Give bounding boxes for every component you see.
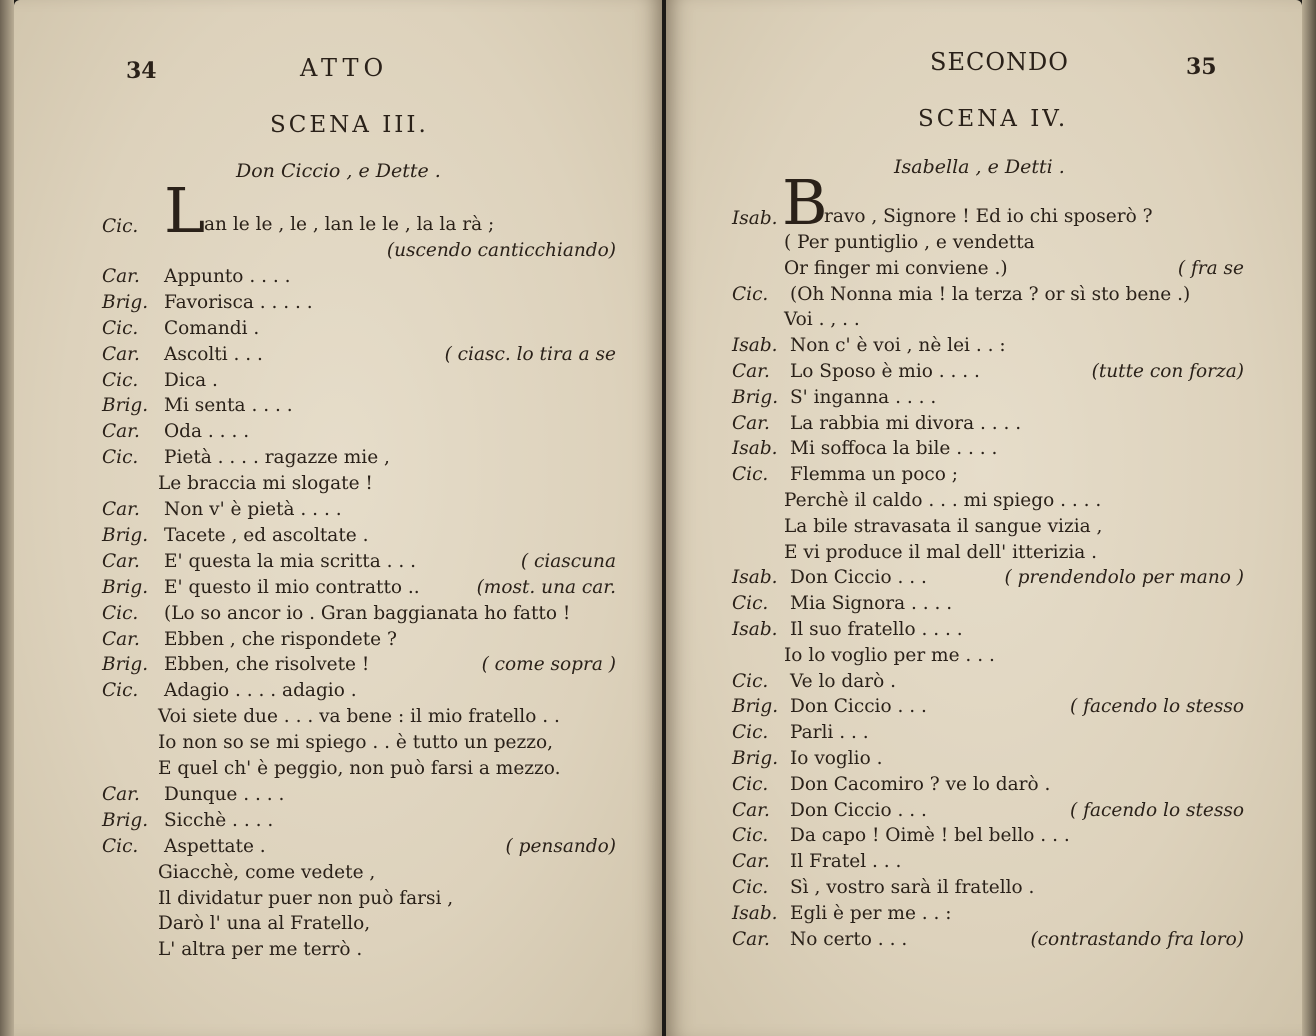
line-text: Mi soffoca la bile . . . . <box>790 438 998 460</box>
line-text: La bile stravasata il sangue vizia , <box>784 515 1103 537</box>
line-text: E' questa la mia scritta . . . <box>164 550 417 572</box>
dialogue-line <box>102 577 420 598</box>
line-text: Non v' è pietà . . . . <box>164 499 342 520</box>
dialogue-line <box>102 447 390 468</box>
dialogue-line <box>102 240 158 261</box>
dialogue-line <box>102 292 313 313</box>
dialogue-line <box>102 810 273 831</box>
speaker: Car. <box>732 412 770 434</box>
line-text: Favorisca . . . . . <box>164 291 313 313</box>
dialogue-line <box>102 862 375 883</box>
line-text: Io non so se mi spiego . . è tutto un pezzo, <box>158 732 554 754</box>
page-number-right: 35 <box>1186 54 1217 80</box>
line-text: Don Ciccio . . . <box>790 696 927 718</box>
line-text: Mia Signora . . . . <box>790 593 953 615</box>
dialogue-line <box>732 490 1101 511</box>
scene-title-right: SCENA IV. <box>918 106 1069 132</box>
speaker: Car. <box>102 421 140 443</box>
speaker: Cic. <box>732 773 769 795</box>
speaker: Cic. <box>102 447 139 469</box>
speaker: Isab. <box>732 208 778 229</box>
speaker: Brig. <box>732 386 779 408</box>
dialogue-line <box>102 654 369 675</box>
stage-direction: ( pensando) <box>505 835 616 857</box>
speaker: Car. <box>102 628 140 650</box>
right-page <box>666 0 1302 1036</box>
line-text: Don Ciccio . . . <box>790 567 927 589</box>
dialogue-line <box>732 567 927 588</box>
dialogue-line <box>732 361 980 382</box>
dialogue-line <box>732 748 883 769</box>
dialogue-line <box>102 758 560 779</box>
line-text: La rabbia mi divora . . . . <box>790 412 1022 434</box>
speaker: Car. <box>102 783 140 805</box>
speaker: Car. <box>732 851 770 873</box>
speaker: Car. <box>732 361 770 382</box>
dialogue-line <box>732 413 1021 434</box>
line-text: Giacchè, come vedete , <box>158 861 376 883</box>
line-text: Parli . . . <box>790 722 869 744</box>
left-page <box>14 0 662 1036</box>
line-text: Mi senta . . . . <box>164 395 293 417</box>
first-line-text-left: an le le , le , lan le le , la la rà ; <box>204 214 495 235</box>
line-text: Da capo ! Oimè ! bel bello . . . <box>790 825 1070 847</box>
dialogue-line <box>732 438 997 459</box>
speaker: Isab. <box>732 438 778 460</box>
dialogue-line <box>732 851 901 872</box>
dialogue-line <box>732 825 1070 846</box>
line-text: Don Cacomiro ? ve lo darò . <box>790 773 1051 795</box>
line-text: S' inganna . . . . <box>790 386 937 408</box>
speaker: Car. <box>732 799 770 821</box>
running-header-right: SECONDO <box>930 48 1069 76</box>
line-text: Adagio . . . . adagio . <box>164 680 357 702</box>
dialogue-line <box>102 344 263 365</box>
stage-direction: (contrastando fra loro) <box>1030 928 1244 950</box>
speaker: Cic. <box>102 216 139 237</box>
line-text: Non c' è voi , nè lei . . : <box>790 335 1006 357</box>
scene-characters-left: Don Ciccio , e Dette . <box>236 160 441 182</box>
dropcap-left: L <box>164 174 206 247</box>
dialogue-line <box>732 232 1035 253</box>
speaker: Isab. <box>732 902 778 924</box>
line-text: Il dividatur puer non può farsi , <box>158 887 454 909</box>
speaker: Car. <box>102 265 140 287</box>
speaker: Cic. <box>732 825 769 847</box>
dialogue-line <box>102 603 570 624</box>
dialogue-line <box>102 266 291 287</box>
line-text: Sicchè . . . . <box>164 809 274 831</box>
speaker: Cic. <box>732 722 769 744</box>
stage-direction: ( prendendolo per mano ) <box>1004 567 1244 589</box>
line-text: Ebben , che rispondete ? <box>164 628 397 650</box>
speaker: Cic. <box>102 835 139 857</box>
dialogue-line <box>732 696 927 717</box>
dialogue-line <box>102 706 560 727</box>
speaker: Isab. <box>732 567 778 589</box>
scene-title-left: SCENA III. <box>270 112 429 138</box>
speaker: Car. <box>102 343 140 365</box>
dialogue-line <box>732 258 1008 279</box>
dialogue-line <box>102 629 397 650</box>
dialogue-line <box>102 939 362 960</box>
dialogue-line <box>102 473 373 494</box>
line-text: E quel ch' è peggio, non può farsi a mezzo. <box>158 758 561 779</box>
speaker: Brig. <box>102 809 149 831</box>
speaker: Cic. <box>732 464 769 486</box>
line-text: Aspettate . <box>164 835 266 857</box>
dialogue-line <box>732 800 927 821</box>
line-text: Ascolti . . . <box>164 343 263 365</box>
dialogue-line <box>102 421 249 442</box>
dialogue-line <box>102 318 259 339</box>
speaker: Cic. <box>732 877 769 898</box>
speaker: Cic. <box>732 283 769 305</box>
speaker: Car. <box>102 550 140 572</box>
line-text: L' altra per me terrò . <box>158 939 363 961</box>
line-text: Io voglio . <box>790 748 883 769</box>
line-text: (Lo so ancor io . Gran baggianata ho fatto ! <box>164 602 571 624</box>
line-text: Dica . <box>164 369 218 391</box>
line-text: Lo Sposo è mio . . . . <box>790 361 980 382</box>
stage-direction: ( ciascuna <box>520 550 616 572</box>
line-text: Sì , vostro sarà il fratello . <box>790 877 1035 898</box>
book-edge-left <box>0 0 14 1036</box>
line-text: Il Fratel . . . <box>790 851 902 873</box>
line-text: Ebben, che risolvete ! <box>164 654 370 676</box>
line-text: Flemma un poco ; <box>790 464 958 486</box>
dialogue-line <box>102 370 218 391</box>
book-edge-right <box>1302 0 1316 1036</box>
speaker: Isab. <box>732 619 778 640</box>
dialogue-line <box>732 309 860 330</box>
stage-direction: ( fra se <box>1177 257 1244 279</box>
dialogue-line <box>732 387 936 408</box>
speaker: Isab. <box>732 335 778 357</box>
dialogue-line <box>102 551 416 572</box>
dialogue-line <box>732 619 963 640</box>
line-text: Le braccia mi slogate ! <box>158 473 373 495</box>
dialogue-line <box>102 732 553 753</box>
speaker: Brig. <box>732 748 779 769</box>
speaker: Car. <box>102 499 140 520</box>
first-line-left <box>102 216 154 237</box>
line-text: E vi produce il mal dell' itterizia . <box>784 541 1098 563</box>
line-text: E' questo il mio contratto .. <box>164 576 420 598</box>
speaker: Brig. <box>102 654 149 676</box>
speaker: Car. <box>732 928 770 950</box>
line-text: Perchè il caldo . . . mi spiego . . . . <box>784 490 1102 511</box>
speaker: Cic. <box>732 593 769 615</box>
dialogue-line <box>102 680 357 701</box>
stage-direction: ( ciasc. lo tira a se <box>444 343 616 365</box>
dialogue-line <box>732 645 995 666</box>
speaker: Cic. <box>102 680 139 702</box>
line-text: Voi siete due . . . va bene : il mio fratello . . <box>158 706 560 728</box>
line-text: Oda . . . . <box>164 421 250 443</box>
dialogue-line <box>102 913 370 934</box>
line-text: Or finger mi conviene .) <box>784 257 1008 279</box>
line-text: Pietà . . . . ragazze mie , <box>164 447 390 469</box>
speaker: Brig. <box>732 696 779 718</box>
dialogue-line <box>732 284 1190 305</box>
dialogue-line <box>732 516 1102 537</box>
page-number-left: 34 <box>126 58 157 84</box>
line-text: Voi . , . . <box>784 309 860 331</box>
speaker: Cic. <box>732 670 769 692</box>
dialogue-line <box>732 903 952 924</box>
speaker: Brig. <box>102 524 149 546</box>
dialogue-line <box>102 888 453 909</box>
stage-direction: ( facendo lo stesso <box>1070 799 1244 821</box>
line-text: ( Per puntiglio , e vendetta <box>784 232 1035 253</box>
dialogue-line <box>732 774 1050 795</box>
speaker: Brig. <box>102 395 149 417</box>
dialogue-line <box>102 836 266 857</box>
stage-direction: (tutte con forza) <box>1091 361 1244 382</box>
speaker: Brig. <box>102 291 149 313</box>
line-text: No certo . . . <box>790 928 908 950</box>
line-text: Dunque . . . . <box>164 783 285 805</box>
line-text: Egli è per me . . : <box>790 902 952 924</box>
speaker: Cic. <box>102 317 139 339</box>
line-text: Appunto . . . . <box>164 265 291 287</box>
dialogue-line <box>732 335 1006 356</box>
line-text: Tacete , ed ascoltate . <box>164 524 369 546</box>
line-text: Comandi . <box>164 317 260 339</box>
dialogue-line <box>102 525 369 546</box>
dialogue-line <box>732 877 1034 898</box>
dialogue-line <box>102 784 284 805</box>
stage-direction: (uscendo canticchiando) <box>386 240 616 261</box>
line-text: (Oh Nonna mia ! la terza ? or sì sto bene .) <box>790 283 1191 305</box>
line-text: Ve lo darò . <box>790 670 897 692</box>
dialogue-line <box>732 722 869 743</box>
line-text: Don Ciccio . . . <box>790 799 927 821</box>
line-text: Darò l' una al Fratello, <box>158 913 371 935</box>
dialogue-line <box>102 395 293 416</box>
stage-direction: ( come sopra ) <box>481 654 616 676</box>
dialogue-line <box>732 671 896 692</box>
line-text: Il suo fratello . . . . <box>790 619 963 640</box>
running-header-left: ATTO <box>300 54 389 82</box>
dialogue-line <box>732 464 958 485</box>
first-line-right <box>732 208 784 229</box>
speaker: Cic. <box>102 602 139 624</box>
stage-direction: (most. una car. <box>476 576 616 598</box>
speaker: Cic. <box>102 369 139 391</box>
first-line-text-right: ravo , Signore ! Ed io chi sposerò ? <box>824 206 1153 227</box>
stage-direction: ( facendo lo stesso <box>1070 696 1244 718</box>
dialogue-line <box>732 542 1097 563</box>
speaker: Brig. <box>102 576 149 598</box>
dropcap-right: B <box>782 166 828 239</box>
dialogue-line <box>732 593 952 614</box>
dialogue-line <box>732 929 907 950</box>
line-text: Io lo voglio per me . . . <box>784 644 995 666</box>
scene-characters-right: Isabella , e Detti . <box>894 156 1065 178</box>
dialogue-line <box>102 499 342 520</box>
